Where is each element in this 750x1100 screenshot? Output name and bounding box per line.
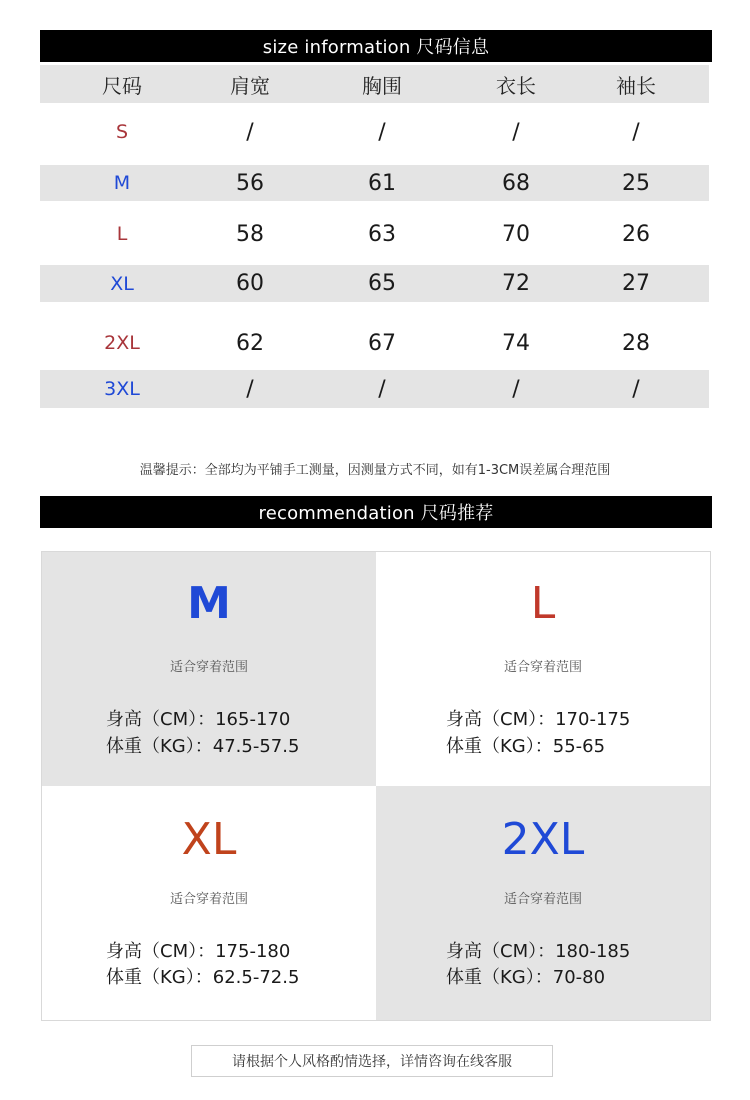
table-cell: 70 [502,221,530,247]
recommend-subtitle: 适合穿着范围 [169,892,248,907]
size-label: L [116,223,128,245]
header-cell-chest: 胸围 [362,73,402,98]
table-cell: 60 [236,271,264,296]
table-cell: 68 [502,170,530,196]
size-label: 2XL [104,332,140,354]
footer-note: 请根据个人风格酌情选择，详情咨询在线客服 [191,1045,553,1077]
recommend-subtitle: 适合穿着范围 [169,660,248,675]
measurement-note: 温馨提示：全部均为平铺手工测量，因测量方式不同，如有1-3CM误差属合理范围 [139,463,611,478]
recommendation-card-2xl [376,786,710,1020]
table-cell: 61 [368,170,396,196]
table-row [40,113,709,151]
table-cell: / [512,376,520,402]
size-label: S [115,121,129,143]
table-cell: 26 [622,221,650,247]
recommendation-card-m [42,552,376,786]
recommend-weight: 体重（KG）：70-80 [446,967,606,988]
header-cell-shoulder: 肩宽 [230,73,270,98]
recommend-height: 身高（CM）：170-175 [446,709,631,730]
table-cell: 74 [502,330,530,356]
table-cell: 67 [368,330,396,356]
table-row [40,214,709,254]
recommend-size: XL [181,814,237,865]
table-row [40,265,709,302]
recommend-weight: 体重（KG）：55-65 [446,736,606,757]
table-cell: / [246,119,254,145]
table-cell: 72 [502,271,530,296]
recommendation-card-l [376,552,710,786]
header-cell-sleeve: 袖长 [616,73,656,98]
table-row [40,320,709,366]
header-cell-length: 衣长 [496,73,536,98]
table-cell: / [246,376,254,402]
section-title-size-info: size information 尺码信息 [40,30,712,62]
recommendation-grid [41,551,711,1021]
recommend-height: 身高（CM）：165-170 [106,709,291,730]
table-cell: 28 [622,330,650,356]
recommend-subtitle: 适合穿着范围 [503,892,582,907]
recommend-weight: 体重（KG）：47.5-57.5 [106,736,300,757]
size-label: 3XL [104,378,140,400]
recommend-size: 2XL [501,814,585,865]
table-cell: / [632,119,640,145]
recommend-weight: 体重（KG）：62.5-72.5 [106,967,300,988]
recommend-subtitle: 适合穿着范围 [503,660,582,675]
recommendation-card-xl [42,786,376,1020]
table-cell: 27 [622,271,650,296]
recommend-height: 身高（CM）：175-180 [106,941,291,962]
table-cell: / [512,119,520,145]
table-cell: 62 [236,330,264,356]
header-cell-size: 尺码 [102,73,142,98]
size-label: XL [110,272,134,295]
table-cell: 63 [368,221,396,247]
table-row [40,165,709,201]
table-header-row [40,65,709,103]
table-cell: / [632,376,640,402]
table-cell: 56 [236,170,264,196]
section-title-recommendation: recommendation 尺码推荐 [40,496,712,528]
table-cell: / [378,376,386,402]
recommend-size: L [530,578,556,629]
size-label: M [113,172,131,194]
table-cell: 65 [368,271,396,296]
table-row [40,370,709,408]
table-cell: / [378,119,386,145]
table-cell: 58 [236,221,264,247]
recommend-height: 身高（CM）：180-185 [446,941,631,962]
recommend-size: M [187,578,231,629]
table-cell: 25 [622,170,650,196]
